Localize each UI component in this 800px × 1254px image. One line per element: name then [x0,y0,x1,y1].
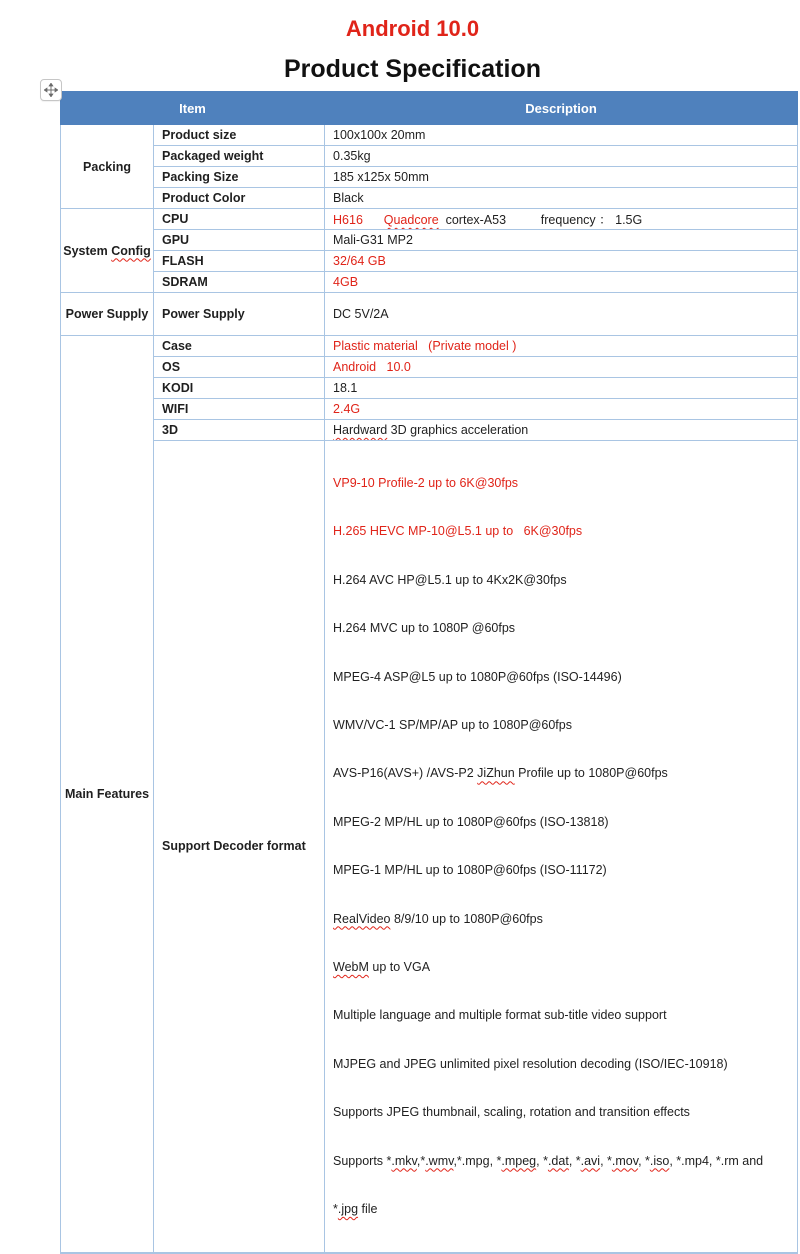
desc-cell-flash: 32/64 GB [325,251,798,272]
item-cell-sdram: SDRAM [154,272,325,293]
column-header-item: Item [61,92,325,125]
item-cell-product-color: Product Color [154,188,325,209]
desc-cell-sdram: 4GB [325,272,798,293]
desc-cell-product-color: Black [325,188,798,209]
decoder-line: RealVideo 8/9/10 up to 1080P@60fps [333,911,543,926]
table-row-gpu [61,230,798,251]
item-cell-wifi: WIFI [154,399,325,420]
desc-cell-packaged-weight: 0.35kg [325,146,798,167]
desc-cell-3d: Hardward 3D graphics acceleration [325,420,798,441]
table-row-kodi [61,378,798,399]
item-cell-power-supply: Power Supply [154,293,325,336]
item-cell-packing-size: Packing Size [154,167,325,188]
item-cell-packaged-weight: Packaged weight [154,146,325,167]
desc-cell-cpu: H616 Quadcore cortex-A53 frequency ： 1.5G [325,209,798,230]
table-row-flash [61,251,798,272]
decoder-line: *.jpg file [333,1202,378,1217]
group-cell-packing: Packing [61,125,154,209]
item-cell-case: Case [154,336,325,357]
table-row-case [61,336,798,357]
group-cell-main-features: Main Features [61,336,154,1253]
table-row-os [61,357,798,378]
table-row-packaged-weight [61,146,798,167]
decoder-line: MJPEG and JPEG unlimited pixel resolution decoding (ISO/IEC-10918) [333,1056,728,1071]
table-row-packing-size [61,167,798,188]
decoder-line: VP9-10 Profile-2 up to 6K@30fps [333,476,519,490]
table-row-3d [61,420,798,441]
decoder-line: WebM up to VGA [333,960,431,975]
table-row-wifi [61,399,798,420]
desc-cell-case: Plastic material (Private model ) [325,336,798,357]
move-arrows-icon [44,83,58,97]
table-move-handle[interactable] [40,79,62,101]
table-row-product-size [61,125,798,146]
desc-cell-gpu: Mali-G31 MP2 [325,230,798,251]
decoder-line: AVS-P16(AVS+) /AVS-P2 JiZhun Profile up to 1080P@60fps [333,766,668,781]
table-row-decoder-format [61,441,798,1253]
group-cell-power-supply: Power Supply [61,293,154,336]
product-spec-table [60,91,798,1254]
table-row-sdram [61,272,798,293]
item-cell-product-size: Product size [154,125,325,146]
item-cell-cpu: CPU [154,209,325,230]
decoder-line: H.264 AVC HP@L5.1 up to 4Kx2K@30fps [333,572,567,587]
desc-cell-kodi: 18.1 [325,378,798,399]
decoder-line: WMV/VC-1 SP/MP/AP up to 1080P@60fps [333,718,572,733]
decoder-line: Multiple language and multiple format sub-title video support [333,1008,667,1023]
group-cell-system-config: System Config [61,209,154,293]
table-row-product-color [61,188,798,209]
decoder-line: H.265 HEVC MP-10@L5.1 up to 6K@30fps [333,524,583,539]
item-cell-os: OS [154,357,325,378]
desc-cell-packing-size: 185 x125x 50mm [325,167,798,188]
decoder-line: Supports *.mkv,*.wmv,*.mpg, *.mpeg, *.dat, *.avi, *.mov, *.iso, *.mp4, *.rm and [333,1153,764,1168]
decoder-line: MPEG-4 ASP@L5 up to 1080P@60fps (ISO-14496) [333,669,622,684]
desc-cell-os: Android 10.0 [325,357,798,378]
desc-cell-wifi: 2.4G [325,399,798,420]
decoder-line: MPEG-1 MP/HL up to 1080P@60fps (ISO-11172) [333,863,607,878]
item-cell-gpu: GPU [154,230,325,251]
table-header-row [61,92,798,125]
desc-cell-product-size: 100x100x 20mm [325,125,798,146]
page-subtitle-android-version: Android 10.0 [345,16,480,41]
column-header-description: Description [325,92,798,125]
desc-cell-power-supply: DC 5V/2A [325,293,798,336]
decoder-line: Supports JPEG thumbnail, scaling, rotation and transition effects [333,1105,690,1120]
item-cell-flash: FLASH [154,251,325,272]
table-row-cpu [61,209,798,230]
decoder-line: H.264 MVC up to 1080P @60fps [333,621,516,636]
item-cell-kodi: KODI [154,378,325,399]
desc-cell-decoder-format [325,441,798,1253]
table-row-power-supply [61,293,798,336]
page-header [30,15,795,84]
item-cell-3d: 3D [154,420,325,441]
page-title: Product Specification [284,55,541,83]
decoder-line: MPEG-2 MP/HL up to 1080P@60fps (ISO-13818) [333,814,609,829]
item-cell-decoder-format: Support Decoder format [154,441,325,1253]
